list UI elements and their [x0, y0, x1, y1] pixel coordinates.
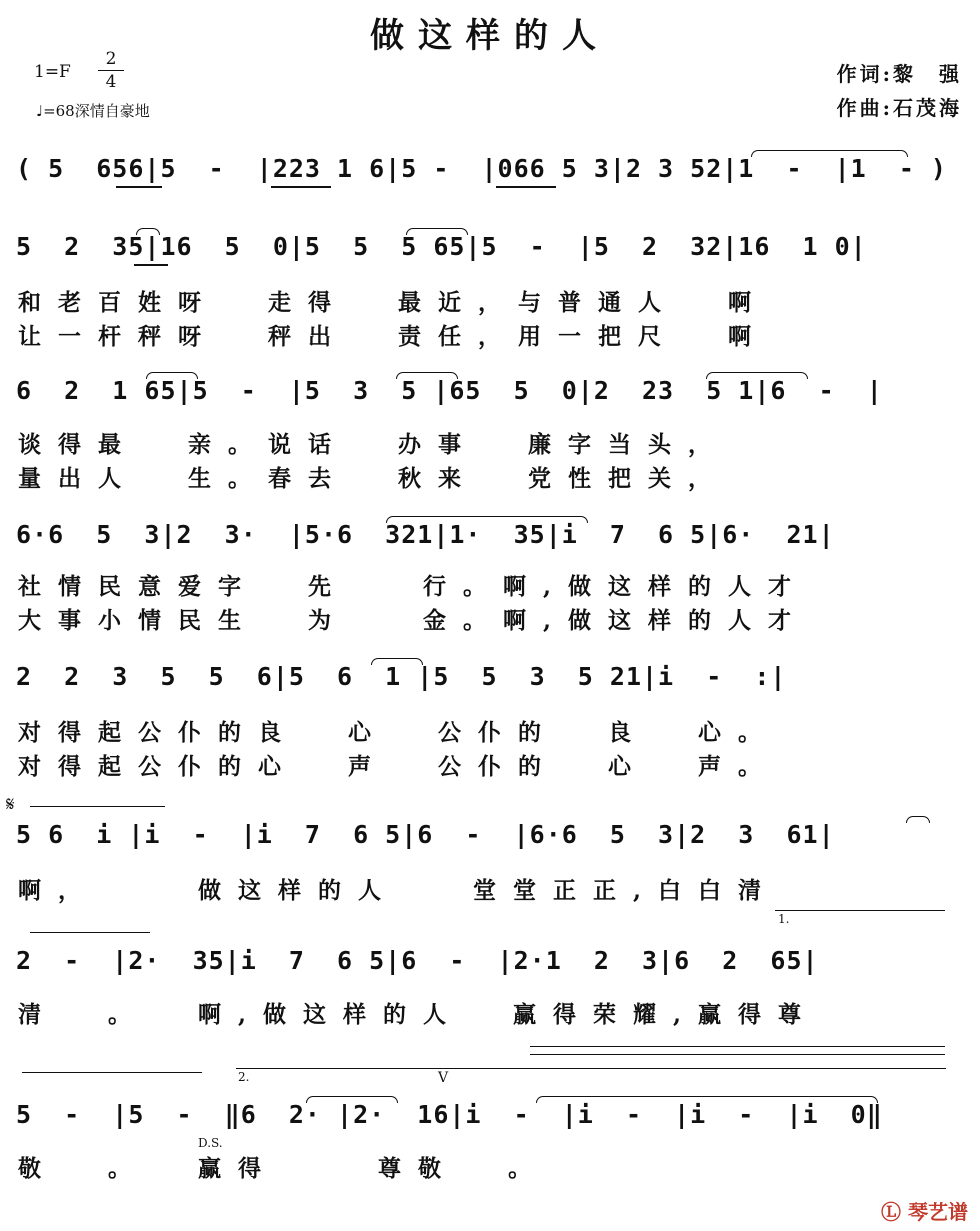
notation-text: 2 2 3 5 5 6|5 6 1 |5 5 3 5 21|i - :| [16, 662, 787, 691]
lyricist-credit: 作词:黎 强 [836, 62, 962, 86]
watermark-icon: Ⓛ [881, 1200, 902, 1224]
time-signature [98, 48, 124, 93]
lyric-line-3a: 社情民意爱字 先 行。啊,做这样的人才 [18, 573, 809, 600]
decoration-line [530, 1046, 945, 1047]
watermark-text: 琴艺谱 [908, 1200, 968, 1224]
watermark-logo [881, 1196, 968, 1225]
lyric-line-4a: 对得起公仆的良 心 公仆的 良 心。 [18, 719, 779, 746]
notation-row-2 [16, 370, 961, 426]
lyric-line-6: 清 。 啊,做这样的人 赢得荣耀,赢得尊 [18, 1001, 819, 1028]
underline-beam [496, 186, 556, 188]
tie-arc [906, 816, 930, 823]
notation-row-5 [16, 814, 961, 870]
volta-1-bracket [775, 910, 945, 911]
notation-row-7 [16, 1094, 961, 1150]
phrase-line [30, 932, 150, 933]
time-signature-top: 2 [105, 49, 117, 69]
notation-text: 5 2 35|16 5 0|5 5 5 65|5 - |5 2 32|16 1 0| [16, 232, 867, 261]
volta-2-bracket [236, 1068, 946, 1069]
notation-text: 6 2 1 65|5 - |5 3 5 |65 5 0|2 23 5 1|6 - | [16, 376, 883, 405]
key-signature: 1=F [34, 62, 71, 82]
volta-2-label: 2. [238, 1070, 250, 1084]
notation-text: 5 6 i |i - |i 7 6 5|6 - |6·6 5 3|2 3 61| [16, 820, 835, 849]
notation-text: 6·6 5 3|2 3· |5·6 321|1· 35|i 7 6 5|6· 21| [16, 520, 835, 549]
notation-row-prelude [16, 148, 961, 204]
notation-row-6 [16, 940, 961, 996]
phrase-line [22, 1072, 202, 1073]
notation-text: 5 - |5 - ‖6 2· |2· 16|i - |i - |i - |i 0‖ [16, 1100, 883, 1129]
underline-beam [134, 264, 168, 266]
notation-text: 2 - |2· 35|i 7 6 5|6 - |2·1 2 3|6 2 65| [16, 946, 819, 975]
lyric-line-2b: 量出人 生。春去 秋来 党性把关， [18, 465, 729, 492]
notation-row-1 [16, 226, 961, 282]
time-signature-bottom: 4 [98, 70, 124, 93]
lyric-line-7: 敬 。 赢得 尊敬 。 [18, 1155, 549, 1182]
notation-row-3 [16, 514, 961, 570]
lyric-line-1b: 让一杆秤呀 秤出 责任，用一把尺 啊 [18, 323, 769, 350]
segno-sign: 𝄋 [6, 792, 15, 816]
decoration-line [530, 1054, 945, 1055]
notation-row-4 [16, 656, 961, 712]
breath-mark: V [438, 1070, 449, 1086]
composer-credit: 作曲:石茂海 [836, 96, 962, 120]
notation-text: ( 5 656|5 - |223 1 6|5 - |066 5 3|2 3 52|1 - |1 - ) [16, 154, 947, 183]
phrase-line [30, 806, 165, 807]
song-title: 做这样的人 [370, 16, 610, 56]
lyric-line-3b: 大事小情民生 为 金。啊,做这样的人才 [18, 607, 809, 634]
lyric-line-1a: 和老百姓呀 走得 最近，与普通人 啊 [18, 289, 769, 316]
lyric-line-2a: 谈得最 亲。说话 办事 廉字当头， [18, 431, 729, 458]
lyric-line-5: 啊， 做这样的人 堂堂正正,白白清 [18, 877, 779, 904]
underline-beam [271, 186, 331, 188]
tempo-marking: ♩=68深情自豪地 [36, 102, 150, 120]
volta-1-label: 1. [778, 912, 790, 926]
ds-mark: D.S. [198, 1136, 223, 1150]
lyric-line-4b: 对得起公仆的心 声 公仆的 心 声。 [18, 753, 779, 780]
underline-beam [116, 186, 162, 188]
